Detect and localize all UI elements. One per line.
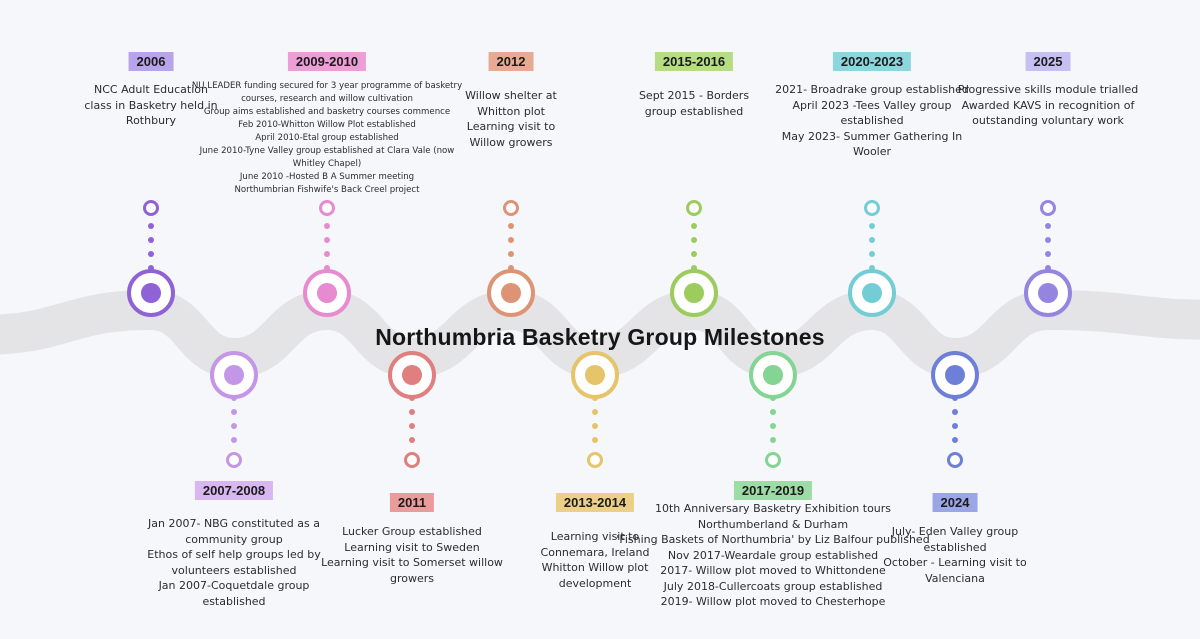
- description-line: Jan 2007-Coquetdale group: [158, 579, 310, 592]
- description-line: 2017- Willow plot moved to Whittondene: [660, 564, 886, 577]
- milestone-description: [639, 88, 749, 119]
- connector-dot: [508, 223, 514, 229]
- description-line: Lucker Group established: [342, 525, 482, 538]
- connector-dot: [952, 423, 958, 429]
- connector-dot: [770, 395, 776, 401]
- description-line: Willow shelter at: [465, 89, 557, 102]
- connector-end: [864, 200, 880, 216]
- description-line: Whitton plot: [477, 104, 545, 118]
- connector-dot: [324, 223, 330, 229]
- year-badge: 2009-2010: [288, 52, 366, 71]
- description-line: outstanding voluntary work: [972, 114, 1124, 127]
- description-line: Whitley Chapel): [292, 159, 362, 169]
- description-line: Ethos of self help groups led by: [147, 548, 321, 561]
- description-line: 2021- Broadrake group established: [775, 83, 969, 96]
- connector-dot: [324, 251, 330, 257]
- connector-dot: [691, 251, 697, 257]
- connector-dot: [324, 237, 330, 243]
- connector-end: [143, 200, 159, 216]
- milestone-description: [192, 80, 462, 197]
- connector-end: [765, 452, 781, 468]
- connector-dot: [869, 251, 875, 257]
- description-line: Rothbury: [125, 114, 177, 127]
- description-line: Awarded KAVS in recognition of: [961, 98, 1135, 112]
- marker-core: [862, 283, 882, 303]
- connector-dot: [409, 423, 415, 429]
- connector-end: [404, 452, 420, 468]
- description-line: Sept 2015 - Borders: [638, 89, 750, 102]
- year-badge: 2015-2016: [655, 52, 733, 71]
- connector-dot: [1045, 251, 1051, 257]
- description-line: Nov 2017-Weardale group established: [667, 548, 879, 562]
- connector-dot: [148, 237, 154, 243]
- marker-core: [763, 365, 783, 385]
- milestone-marker: [210, 351, 258, 399]
- description-line: NU LEADER funding secured for 3 year programme of basketry: [191, 81, 463, 91]
- marker-core: [585, 365, 605, 385]
- connector-end: [947, 452, 963, 468]
- year-badge: 2024: [933, 493, 978, 512]
- connector-dot: [770, 409, 776, 415]
- milestone-marker: [571, 351, 619, 399]
- connector-dot: [409, 395, 415, 401]
- description-line: volunteers established: [171, 563, 297, 577]
- description-line: Learning visit to Sweden: [344, 540, 480, 554]
- description-line: Wooler: [852, 145, 892, 158]
- connector-dot: [592, 423, 598, 429]
- description-line: Feb 2010-Whitton Willow Plot established: [238, 120, 416, 130]
- year-badge: 2017-2019: [734, 481, 812, 500]
- connector-end: [686, 200, 702, 216]
- connector-dot: [691, 237, 697, 243]
- marker-core: [317, 283, 337, 303]
- milestone-description: [147, 516, 320, 609]
- connector-dot: [770, 437, 776, 443]
- description-line: June 2010-Tyne Valley group established at Clara Vale (now: [199, 146, 455, 156]
- description-line: group established: [644, 104, 744, 118]
- description-line: May 2023- Summer Gathering In: [781, 129, 963, 143]
- description-line: development: [558, 576, 632, 590]
- year-badge: 2007-2008: [195, 481, 273, 500]
- connector-end: [226, 452, 242, 468]
- connector-dot: [148, 265, 154, 271]
- connector-dot: [231, 395, 237, 401]
- description-line: established: [840, 114, 904, 127]
- milestone-description: [958, 82, 1139, 129]
- description-line: April 2023 -Tees Valley group: [792, 98, 952, 112]
- connector-dot: [869, 265, 875, 271]
- milestone-marker: [388, 351, 436, 399]
- description-line: 'Fishing Baskets of Northumbria' by Liz Balfour published: [616, 533, 930, 546]
- connector-dot: [770, 423, 776, 429]
- description-line: Valenciana: [925, 571, 985, 585]
- milestone-marker: [1024, 269, 1072, 317]
- connector-dot: [508, 251, 514, 257]
- connector-dot: [324, 265, 330, 271]
- connector-dot: [1045, 265, 1051, 271]
- milestone-description: [321, 524, 503, 586]
- connector-dot: [148, 251, 154, 257]
- milestone-marker: [127, 269, 175, 317]
- description-line: April 2010-Etal group established: [255, 133, 399, 143]
- description-line: Whitton Willow plot: [541, 561, 649, 574]
- marker-core: [501, 283, 521, 303]
- year-badge: 2012: [489, 52, 534, 71]
- marker-core: [224, 365, 244, 385]
- diagram-title: Northumbria Basketry Group Milestones: [375, 324, 825, 350]
- connector-dot: [508, 265, 514, 271]
- connector-dot: [592, 395, 598, 401]
- year-badge: 2025: [1026, 52, 1071, 71]
- description-line: July- Eden Valley group: [891, 525, 1019, 538]
- description-line: established: [202, 594, 266, 608]
- connector-dot: [409, 409, 415, 415]
- description-line: 2019- Willow plot moved to Chesterhope: [660, 595, 886, 608]
- description-line: October - Learning visit to: [883, 556, 1027, 569]
- connector-dot: [691, 265, 697, 271]
- description-line: growers: [389, 571, 434, 585]
- description-line: established: [923, 540, 987, 554]
- connector-dot: [869, 237, 875, 243]
- connector-dot: [691, 223, 697, 229]
- marker-core: [684, 283, 704, 303]
- description-line: July 2018-Cullercoats group established: [663, 579, 883, 593]
- description-line: Learning visit to: [550, 530, 640, 543]
- milestone-marker: [931, 351, 979, 399]
- milestone-description: [465, 88, 557, 150]
- description-line: Willow growers: [469, 135, 553, 149]
- marker-core: [945, 365, 965, 385]
- description-line: Learning visit to: [466, 120, 556, 133]
- description-line: Learning visit to Somerset willow: [321, 556, 503, 569]
- marker-core: [141, 283, 161, 303]
- description-line: Connemara, Ireland: [540, 545, 650, 559]
- milestone-marker: [848, 269, 896, 317]
- connector-dot: [1045, 223, 1051, 229]
- connector-dot: [1045, 237, 1051, 243]
- connector-dot: [231, 409, 237, 415]
- description-line: NCC Adult Education: [93, 83, 208, 96]
- description-line: Jan 2007- NBG constituted as a: [148, 517, 320, 530]
- milestone-marker: [487, 269, 535, 317]
- description-line: Northumberland & Durham: [697, 517, 849, 531]
- description-line: Northumbrian Fishwife's Back Creel project: [234, 185, 420, 195]
- year-badge: 2020-2023: [833, 52, 911, 71]
- year-badge: 2011: [390, 493, 434, 512]
- milestone-marker: [303, 269, 351, 317]
- milestone-marker: [749, 351, 797, 399]
- description-line: class in Basketry held in: [84, 98, 218, 112]
- connector-dot: [409, 437, 415, 443]
- connector-dot: [231, 437, 237, 443]
- connector-dot: [952, 437, 958, 443]
- connector-end: [319, 200, 335, 216]
- year-badge: 2013-2014: [556, 493, 634, 512]
- milestone-marker: [670, 269, 718, 317]
- connector-end: [503, 200, 519, 216]
- description-line: June 2010 -Hosted B A Summer meeting: [239, 172, 415, 182]
- connector-end: [1040, 200, 1056, 216]
- connector-dot: [869, 223, 875, 229]
- connector-dot: [952, 409, 958, 415]
- year-badge: 2006: [129, 52, 174, 71]
- description-line: community group: [185, 532, 283, 546]
- connector-end: [587, 452, 603, 468]
- connector-dot: [952, 395, 958, 401]
- milestone-description: [883, 524, 1026, 586]
- description-line: Group aims established and basketry courses commence: [203, 107, 451, 117]
- connector-dot: [592, 437, 598, 443]
- description-line: Progressive skills module trialled: [957, 83, 1139, 96]
- marker-core: [402, 365, 422, 385]
- milestone-description: [775, 82, 969, 160]
- marker-core: [1038, 283, 1058, 303]
- connector-dot: [508, 237, 514, 243]
- description-line: 10th Anniversary Basketry Exhibition tours: [654, 502, 892, 515]
- connector-dot: [592, 409, 598, 415]
- connector-dot: [148, 223, 154, 229]
- connector-dot: [231, 423, 237, 429]
- description-line: courses, research and willow cultivation: [241, 94, 413, 104]
